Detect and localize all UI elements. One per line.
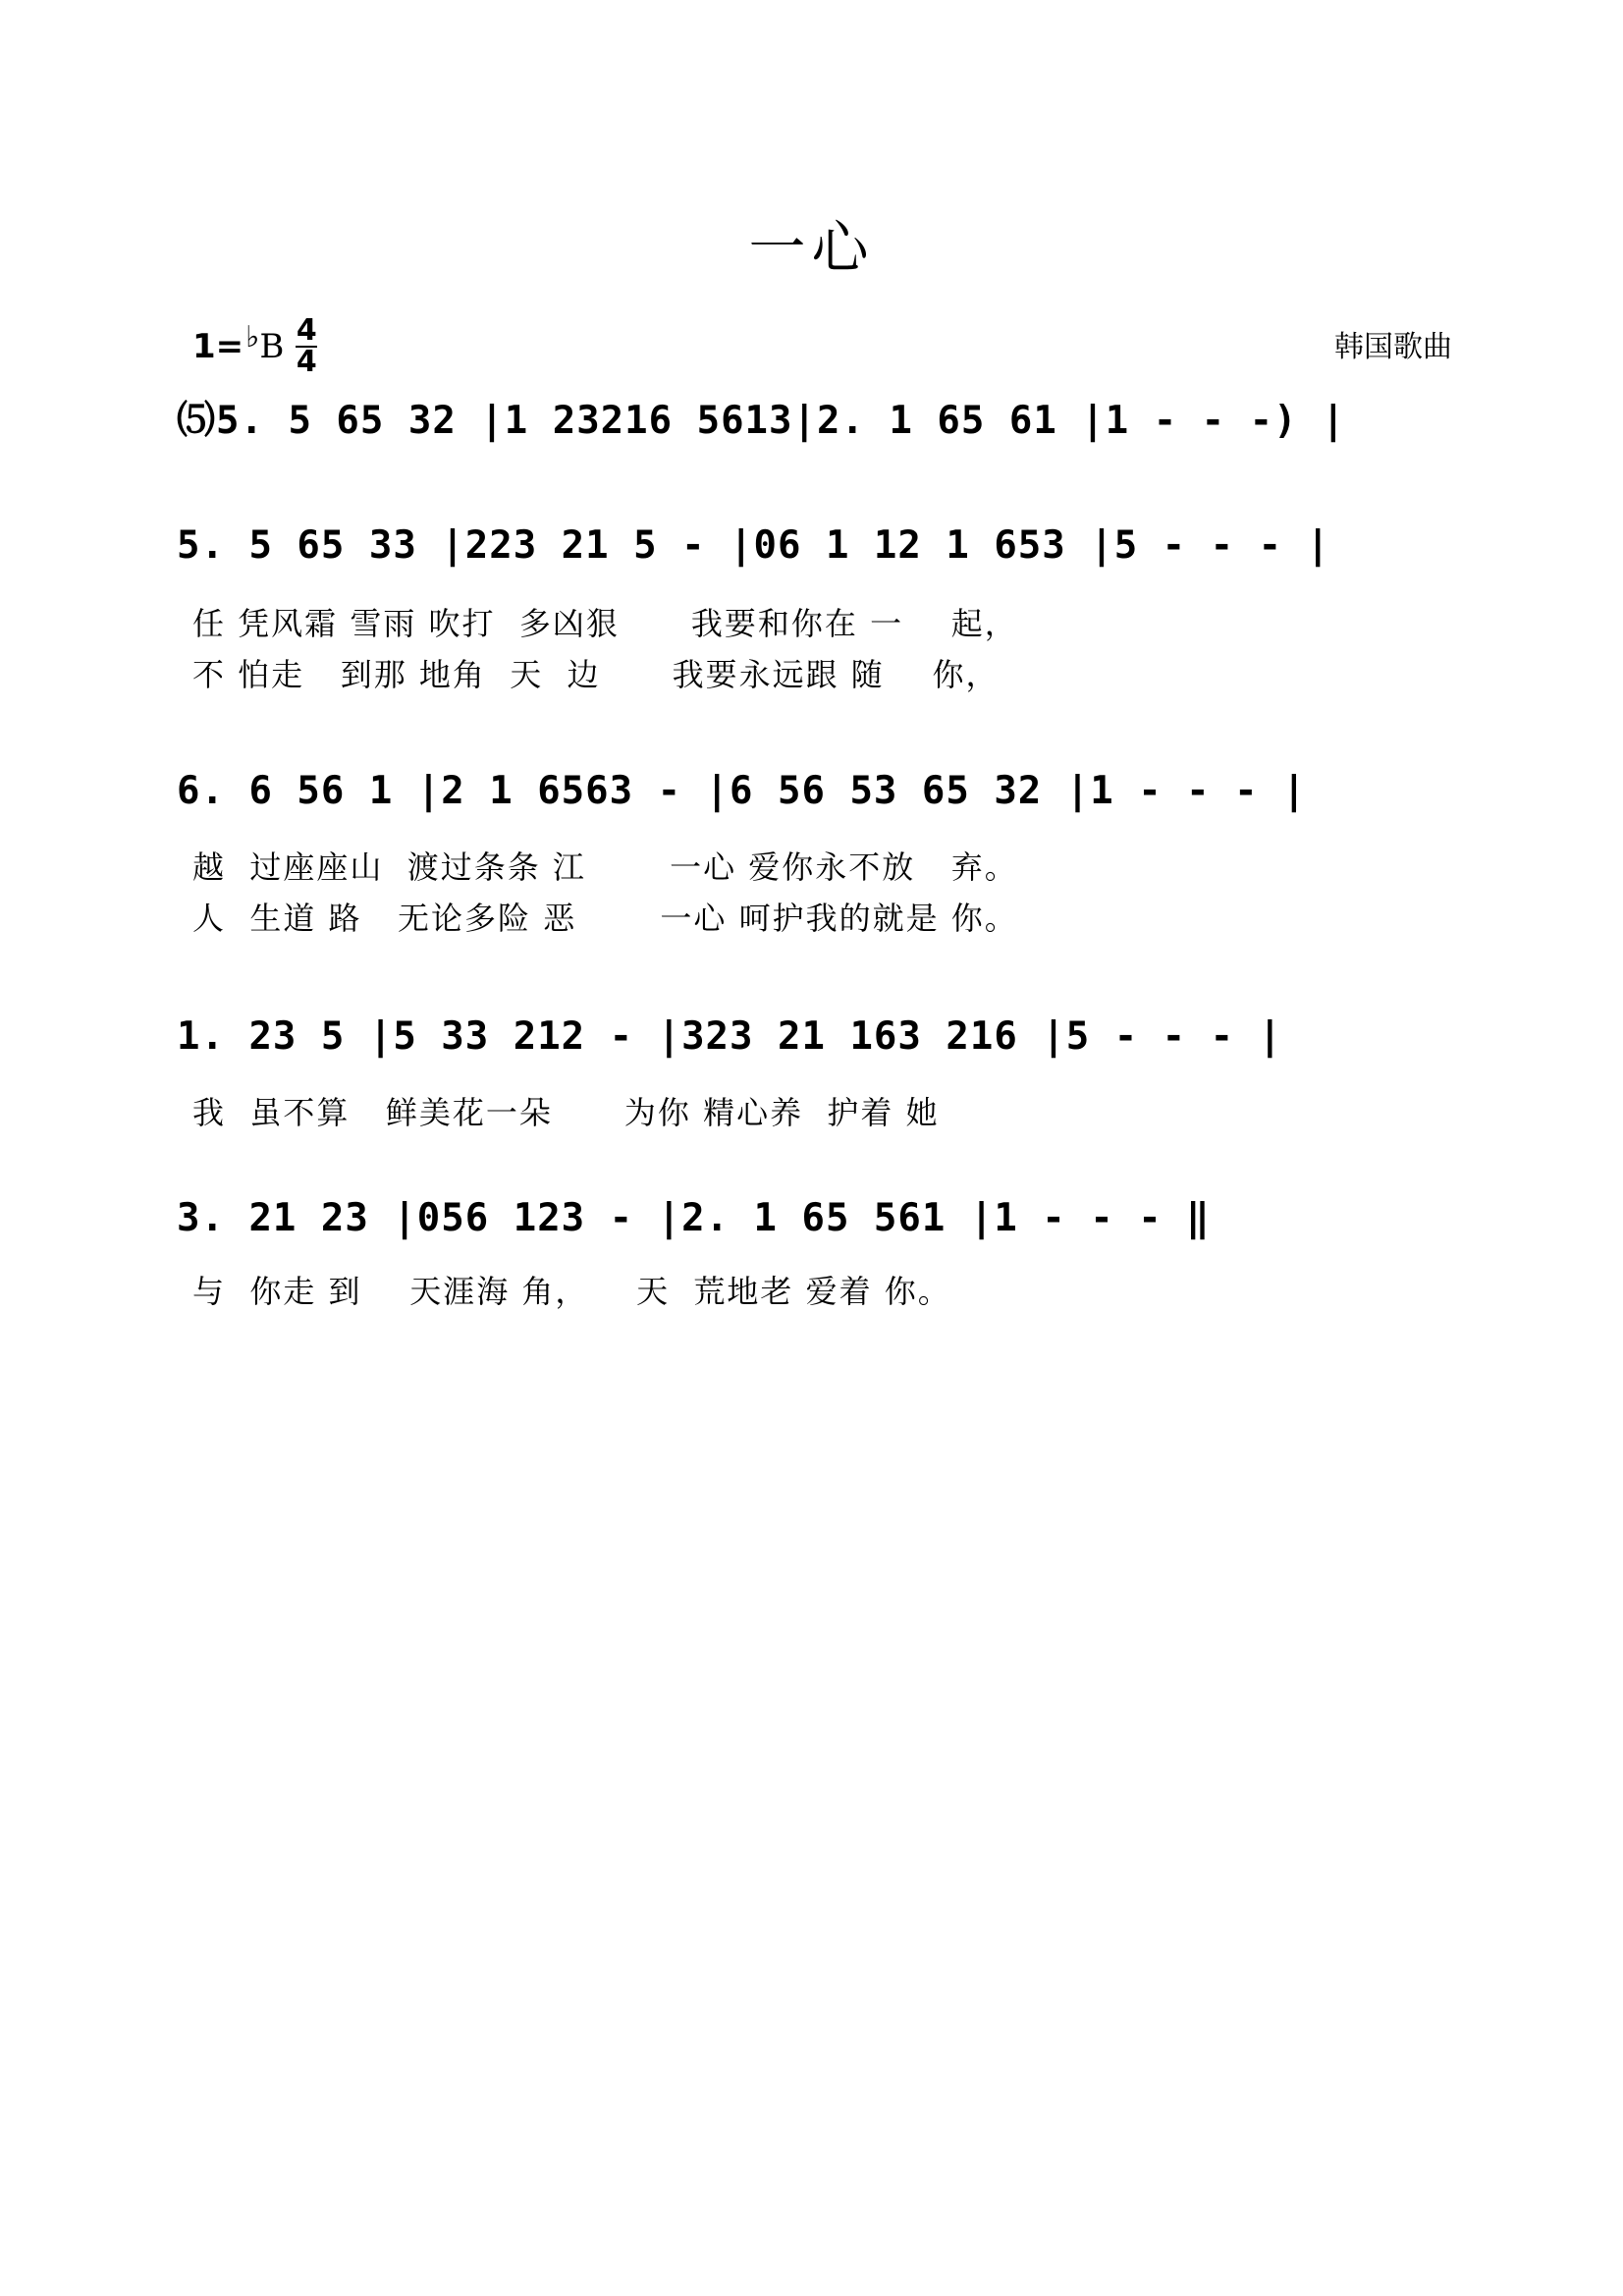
key-tonic: 1= [192,327,244,366]
staff-system-3 [177,756,1463,825]
key-letter: B [259,327,285,366]
notation-line: 5. 5 65 33 |223 21 5 - |06 1 12 1 653 |5 - - - | [177,522,1331,568]
notation-line: ⑸5. 5 65 32 |1 23216 5613|2. 1 65 61 |1 - - -) | [177,399,1346,443]
staff-system-4 [177,1002,1463,1070]
notation-line: 6. 6 56 1 |2 1 6563 - |6 56 53 65 32 |1 - - - | [177,768,1307,813]
staff-system-2 [177,511,1463,579]
lyric-line: 人 生道 路 无论多险 恶 一心 呵护我的就是 你。 [192,900,1018,937]
lyric-line: 任 凭风霜 雪雨 吹打 多凶狠 我要和你在 一 起， [192,605,1018,642]
key-time-signature [192,312,317,381]
time-signature-top: 4 [296,313,317,348]
staff-system-5 [177,1183,1463,1252]
notation-line: 3. 21 23 |056 123 - |2. 1 65 561 |1 - - - ‖ [177,1195,1211,1240]
time-signature-bottom: 4 [296,345,317,379]
lyric-line: 与 你走 到 天涯海 角， 天 荒地老 爱着 你。 [192,1273,951,1310]
notation-line: 1. 23 5 |5 33 212 - |323 21 163 216 |5 - - - | [177,1013,1283,1059]
flat-icon: ♭ [245,319,260,355]
time-signature [296,313,317,379]
composer-credit: 韩国歌曲 [1334,330,1452,364]
lyric-line: 我 虽不算 鲜美花一朵 为你 精心养 护着 她 [192,1094,940,1131]
lyric-line: 不 怕走 到那 地角 天 边 我要永远跟 随 你， [192,656,1000,693]
staff-system-1 [177,383,1463,452]
song-title: 一心 [748,214,875,281]
lyric-line: 越 过座座山 渡过条条 江 一心 爱你永不放 弃。 [192,848,1018,886]
